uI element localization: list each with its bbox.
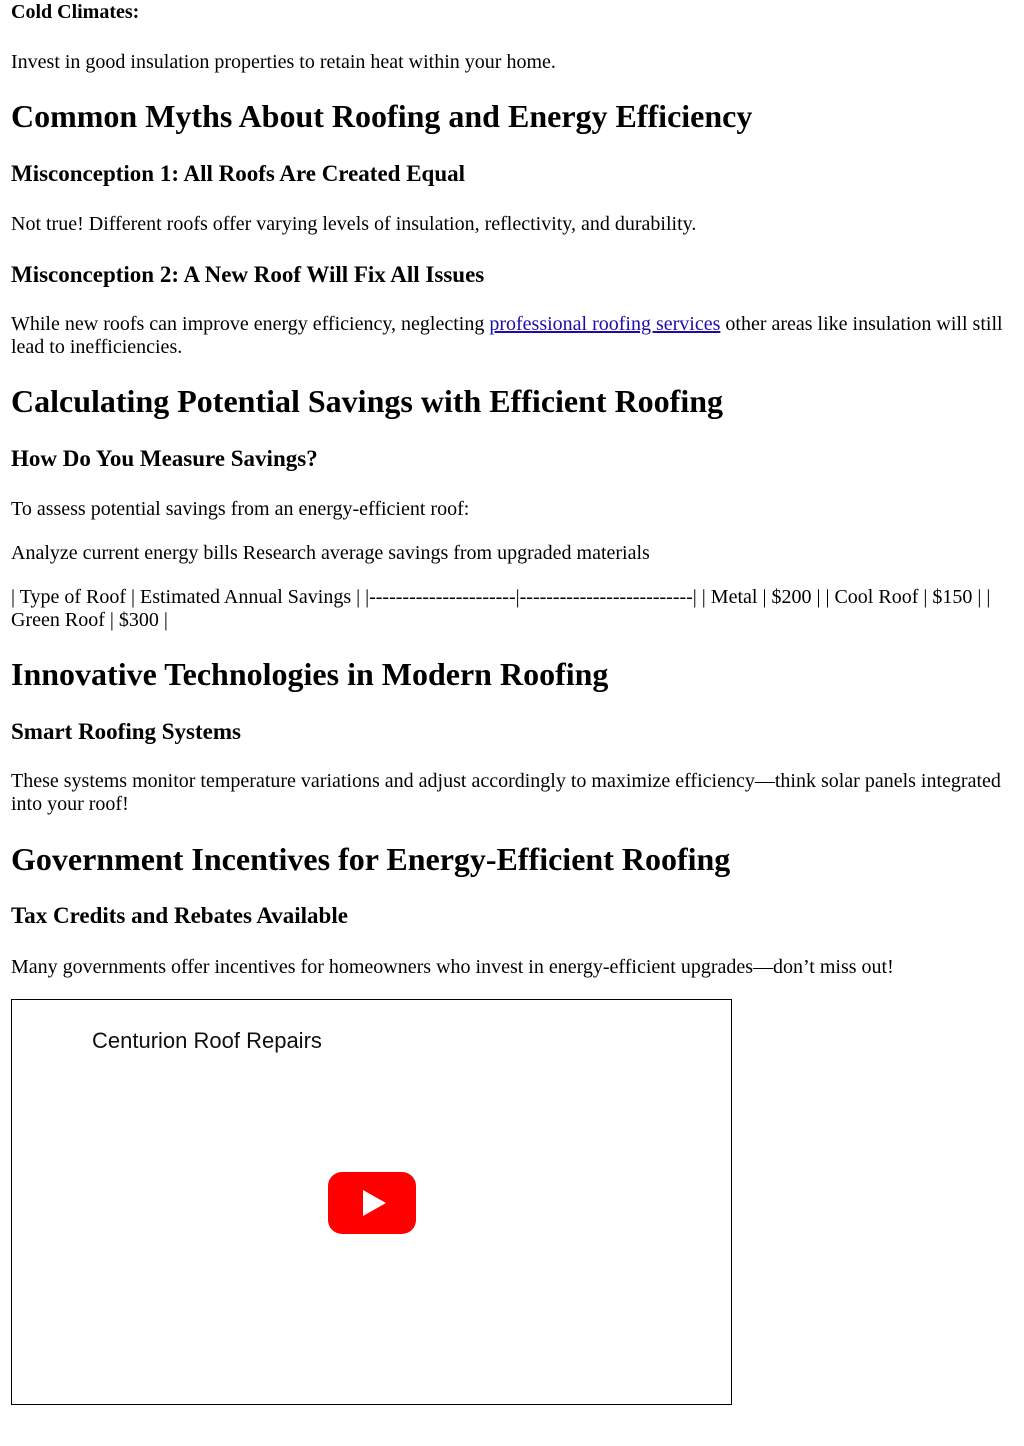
tax-credits-heading: Tax Credits and Rebates Available	[11, 903, 348, 928]
cold-climates-paragraph	[11, 1, 139, 24]
cold-climates-text: Invest in good insulation properties to retain heat within your home.	[11, 51, 556, 73]
smart-roofing-heading: Smart Roofing Systems	[11, 719, 241, 744]
measure-savings-heading: How Do You Measure Savings?	[11, 446, 318, 471]
savings-heading: Calculating Potential Savings with Efficient Roofing	[11, 383, 724, 419]
measure-savings-text: To assess potential savings from an energy-efficient roof:	[11, 498, 470, 520]
tax-credits-text: Many governments offer incentives for homeowners who invest in energy-efficient upgrades—don’t miss out!	[11, 956, 894, 978]
youtube-video-embed[interactable]	[11, 999, 732, 1405]
innovative-technologies-heading: Innovative Technologies in Modern Roofing	[11, 656, 609, 692]
video-play-button[interactable]	[328, 1172, 416, 1234]
misconception-1-text: Not true! Different roofs offer varying levels of insulation, reflectivity, and durability.	[11, 213, 697, 235]
misconception-1-heading: Misconception 1: All Roofs Are Created Equal	[11, 161, 466, 186]
youtube-play-icon[interactable]	[328, 1172, 416, 1234]
smart-roofing-text: These systems monitor temperature variations and adjust accordingly to maximize efficiency—think solar panels integrated into your roof!	[11, 770, 1001, 815]
analyze-bills-text: Analyze current energy bills Research average savings from upgraded materials	[11, 542, 650, 564]
misconception-2-heading: Misconception 2: A New Roof Will Fix All Issues	[11, 262, 485, 287]
government-incentives-heading: Government Incentives for Energy-Efficient Roofing	[11, 841, 731, 877]
professional-roofing-services-link[interactable]: professional roofing services	[489, 313, 721, 335]
misconception-2-text	[11, 313, 1013, 359]
savings-table-text: | Type of Roof | Estimated Annual Savings | |----------------------|--------------------------| | Metal | $200 | | Cool Roof | $150 | | Green Roof | $300 |	[11, 586, 991, 631]
cold-climates-heading: Cold Climates:	[11, 1, 140, 23]
video-title[interactable]: Centurion Roof Repairs	[92, 1028, 322, 1053]
misconception-2-text-after: other areas like insulation will still lead to inefficiencies.	[11, 313, 1003, 358]
myths-heading: Common Myths About Roofing and Energy Efficiency	[11, 98, 753, 134]
misconception-2-text-before: While new roofs can improve energy efficiency, neglecting	[11, 313, 490, 335]
